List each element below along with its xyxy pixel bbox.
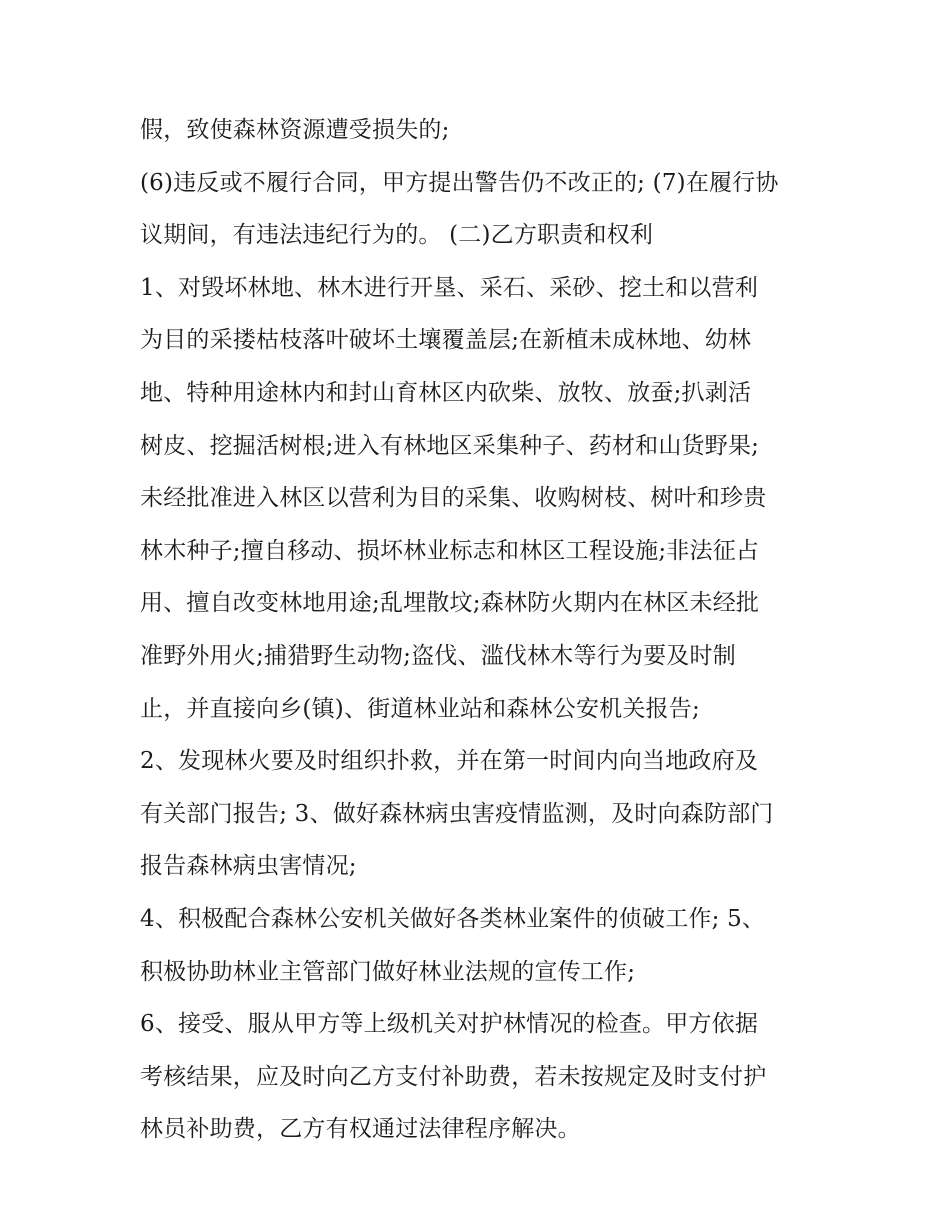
text-line-12: 止，并直接向乡(镇)、街道林业站和森林公安机关报告; [140,695,700,722]
text-line-14: 有关部门报告; 3、做好森林病虫害疫情监测，及时向森防部门 [140,800,774,827]
text-line-17: 积极协助林业主管部门做好林业法规的宣传工作; [140,958,636,985]
text-line-3: 议期间，有违法违纪行为的。 (二)乙方职责和权利 [140,222,654,249]
text-line-16: 4、积极配合森林公安机关做好各类林业案件的侦破工作; 5、 [140,905,766,932]
text-line-10: 用、擅自改变林地用途;乱埋散坟;森林防火期内在林区未经批 [140,590,760,617]
text-line-5: 为目的采搂枯枝落叶破坏土壤覆盖层;在新植未成林地、幼林 [140,327,752,354]
text-line-19: 考核结果，应及时向乙方支付补助费，若未按规定及时支付护 [140,1063,767,1090]
text-line-7: 树皮、挖掘活树根;进入有林地区采集种子、药材和山货野果; [140,432,760,459]
text-line-15: 报告森林病虫害情况; [140,853,357,880]
text-line-9: 林木种子;擅自移动、损坏林业标志和林区工程设施;非法征占 [140,537,760,564]
body-text [140,104,812,1156]
text-line-11: 准野外用火;捕猎野生动物;盗伐、滥伐林木等行为要及时制 [140,642,736,669]
text-line-13: 2、发现林火要及时组织扑救，并在第一时间内向当地政府及 [140,748,759,775]
text-line-18: 6、接受、服从甲方等上级机关对护林情况的检查。甲方依据 [140,1011,759,1038]
text-line-4: 1、对毁坏林地、林木进行开垦、采石、采砂、挖土和以营利 [140,274,759,301]
text-line-8: 未经批准进入林区以营利为目的采集、收购树枝、树叶和珍贵 [140,485,767,512]
text-line-20: 林员补助费，乙方有权通过法律程序解决。 [140,1116,581,1143]
text-line-1: 假，致使森林资源遭受损失的; [140,117,450,143]
text-line-6: 地、特种用途林内和封山育林区内砍柴、放牧、放蚕;扒剥活 [140,379,752,406]
text-line-2: (6)违反或不履行合同，甲方提出警告仍不改正的; (7)在履行协 [140,169,779,196]
